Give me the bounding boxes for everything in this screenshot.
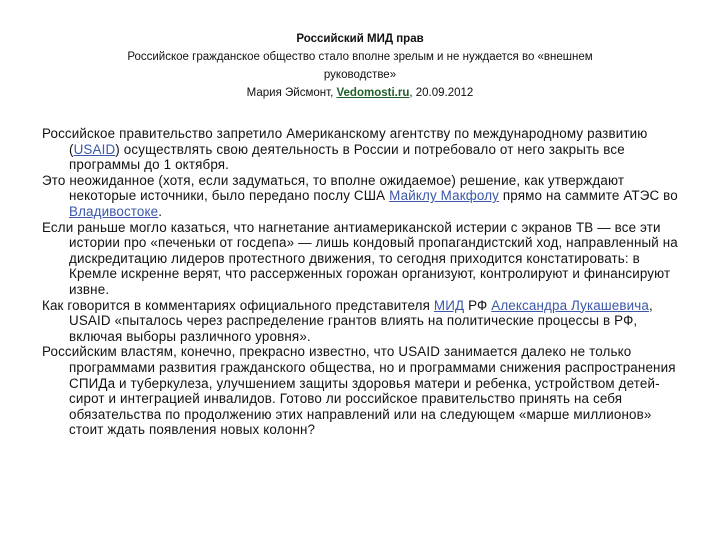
article-subtitle-line-2: руководстве»: [323, 69, 397, 81]
paragraph-4: [42, 298, 682, 345]
paragraph-text: Российское правительство запретило Американскому агентству по международному развитию (: [42, 126, 648, 157]
paragraph-text: Это неожиданное (хотя, если задуматься, то вполне ожидаемое) решение, как утверждают некоторые источники, было передано послу США: [42, 172, 625, 204]
link-michael-mcfaul[interactable]: Майклу Макфолу: [389, 188, 499, 204]
link-alexander-lukashevich[interactable]: Александра Лукашевича: [491, 297, 649, 313]
source-link-vedomosti[interactable]: Vedomosti.ru: [336, 87, 410, 99]
paragraph-text: ) осуществлять свою деятельность в России и потребовало от него закрыть все программы до 1 октября.: [69, 141, 625, 173]
link-vladivostok[interactable]: Владивостоке: [69, 203, 159, 219]
byline-date: , 20.09.2012: [409, 87, 474, 99]
paragraph-text: , USAID «пыталось через распределение грантов влиять на политические процессы в РФ, включая выборы различного уровня».: [69, 297, 653, 344]
paragraph-text: Если раньше могло казаться, что нагнетание антиамериканской истерии с экранов ТВ — все эти истории про «печеньки от госдепа» — лишь кондовый пропагандистский ход, направленный на дискредитацию лидеров протестного движения, то сегодня приходится констатировать: в Кремле искренне верят, что рассерженных горожан организуют, контролируют и финансируют извне.: [42, 219, 678, 297]
paragraph-text: прямо на саммите АТЭС во: [499, 188, 678, 204]
byline-author: Мария Эйсмонт,: [246, 87, 337, 99]
paragraph-text: .: [158, 203, 163, 219]
link-usaid[interactable]: USAID: [73, 141, 116, 157]
link-mid[interactable]: МИД: [433, 297, 465, 313]
paragraph-text: Как говорится в комментариях официального представителя: [42, 297, 434, 313]
article-subtitle-line-1: Российское гражданское общество стало вполне зрелым и не нуждается во «внешнем: [127, 51, 593, 63]
paragraph-5: [42, 344, 682, 438]
article-header: [60, 30, 660, 102]
article-title: Российский МИД прав: [296, 33, 424, 45]
article-body: [42, 126, 682, 438]
article-byline: [60, 84, 660, 102]
paragraph-2: [42, 173, 682, 220]
paragraph-text: Российским властям, конечно, прекрасно известно, что USAID занимается далеко не только программами развития гражданского общества, но и программами снижения распространения СПИДа и туберкулеза, улучшением защиты здоровья матери и ребенка, устройством детей-сирот и интеграцией инвалидов. Готово ли российское правительство принять на себя обязательства по продолжению этих направлений или на следующем «марше миллионов» стоит ждать появления новых колонн?: [42, 344, 676, 438]
paragraph-text: РФ: [464, 297, 492, 313]
paragraph-3: [42, 220, 682, 298]
paragraph-1: [42, 126, 682, 173]
